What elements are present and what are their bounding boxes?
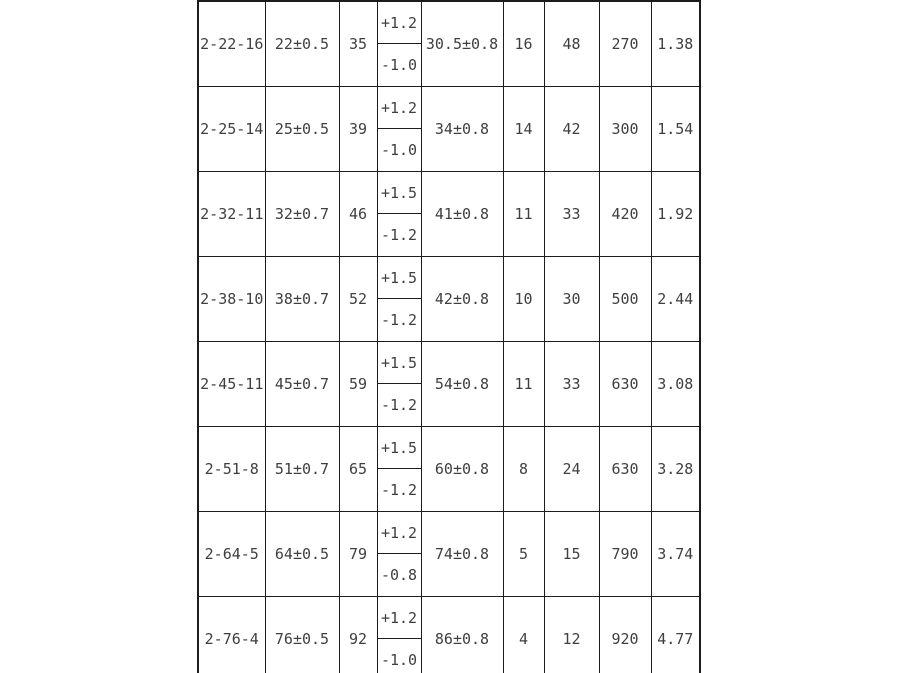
cell-n1: 5 <box>503 512 544 597</box>
deviation-upper: +1.2 <box>378 512 421 554</box>
cell-deviation <box>377 342 421 427</box>
cell-size: 79 <box>339 512 377 597</box>
cell-n2: 24 <box>544 427 599 512</box>
cell-mid-dim: 30.5±0.8 <box>421 1 503 87</box>
cell-designation: 2-45-11 <box>198 342 265 427</box>
cell-n1: 14 <box>503 87 544 172</box>
cell-designation: 2-51-8 <box>198 427 265 512</box>
cell-mid-dim: 74±0.8 <box>421 512 503 597</box>
cell-designation: 2-38-10 <box>198 257 265 342</box>
cell-n1: 11 <box>503 172 544 257</box>
deviation-lower: -1.2 <box>380 396 418 414</box>
cell-n1: 8 <box>503 427 544 512</box>
cell-size: 35 <box>339 1 377 87</box>
cell-n2: 48 <box>544 1 599 87</box>
deviation-upper: +1.2 <box>378 597 421 639</box>
cell-n3: 500 <box>599 257 651 342</box>
spec-table <box>197 0 701 673</box>
cell-n3: 300 <box>599 87 651 172</box>
cell-dim-tolerance: 22±0.5 <box>265 1 339 87</box>
cell-designation: 2-64-5 <box>198 512 265 597</box>
cell-dim-tolerance: 64±0.5 <box>265 512 339 597</box>
cell-deviation <box>377 87 421 172</box>
table-row <box>198 1 700 87</box>
cell-mass: 1.92 <box>651 172 700 257</box>
cell-size: 92 <box>339 597 377 673</box>
table-row <box>198 342 700 427</box>
cell-deviation <box>377 1 421 87</box>
cell-mid-dim: 54±0.8 <box>421 342 503 427</box>
cell-dim-tolerance: 76±0.5 <box>265 597 339 673</box>
cell-dim-tolerance: 25±0.5 <box>265 87 339 172</box>
cell-designation: 2-22-16 <box>198 1 265 87</box>
cell-mass: 3.28 <box>651 427 700 512</box>
cell-deviation <box>377 172 421 257</box>
deviation-lower: -1.0 <box>380 141 418 159</box>
cell-mass: 1.38 <box>651 1 700 87</box>
cell-mid-dim: 60±0.8 <box>421 427 503 512</box>
cell-deviation <box>377 257 421 342</box>
deviation-lower: -1.0 <box>380 651 418 669</box>
cell-mid-dim: 41±0.8 <box>421 172 503 257</box>
cell-mid-dim: 34±0.8 <box>421 87 503 172</box>
table-row <box>198 172 700 257</box>
deviation-upper: +1.5 <box>378 427 421 469</box>
cell-mass: 1.54 <box>651 87 700 172</box>
cell-n1: 11 <box>503 342 544 427</box>
cell-n2: 15 <box>544 512 599 597</box>
table-row <box>198 87 700 172</box>
cell-n3: 790 <box>599 512 651 597</box>
cell-mass: 3.74 <box>651 512 700 597</box>
table-row <box>198 512 700 597</box>
cell-deviation <box>377 512 421 597</box>
cell-dim-tolerance: 38±0.7 <box>265 257 339 342</box>
cell-dim-tolerance: 45±0.7 <box>265 342 339 427</box>
cell-dim-tolerance: 51±0.7 <box>265 427 339 512</box>
deviation-upper: +1.5 <box>378 172 421 214</box>
cell-designation: 2-25-14 <box>198 87 265 172</box>
cell-n3: 920 <box>599 597 651 673</box>
cell-designation: 2-76-4 <box>198 597 265 673</box>
deviation-upper: +1.5 <box>378 342 421 384</box>
cell-n1: 10 <box>503 257 544 342</box>
cell-mass: 2.44 <box>651 257 700 342</box>
cell-deviation <box>377 427 421 512</box>
cell-n3: 630 <box>599 427 651 512</box>
table-row <box>198 597 700 673</box>
cell-designation: 2-32-11 <box>198 172 265 257</box>
cell-mid-dim: 42±0.8 <box>421 257 503 342</box>
cell-n2: 30 <box>544 257 599 342</box>
cell-dim-tolerance: 32±0.7 <box>265 172 339 257</box>
cell-n2: 12 <box>544 597 599 673</box>
cell-size: 52 <box>339 257 377 342</box>
cell-n3: 270 <box>599 1 651 87</box>
cell-n2: 42 <box>544 87 599 172</box>
cell-size: 46 <box>339 172 377 257</box>
deviation-lower: -0.8 <box>380 566 418 584</box>
cell-deviation <box>377 597 421 673</box>
deviation-upper: +1.2 <box>378 87 421 129</box>
cell-mass: 4.77 <box>651 597 700 673</box>
cell-n3: 630 <box>599 342 651 427</box>
cell-n2: 33 <box>544 342 599 427</box>
deviation-lower: -1.2 <box>380 481 418 499</box>
cell-n1: 16 <box>503 1 544 87</box>
cell-n3: 420 <box>599 172 651 257</box>
cell-size: 59 <box>339 342 377 427</box>
deviation-lower: -1.0 <box>380 56 418 74</box>
cell-n2: 33 <box>544 172 599 257</box>
cell-size: 65 <box>339 427 377 512</box>
cell-size: 39 <box>339 87 377 172</box>
cell-mass: 3.08 <box>651 342 700 427</box>
deviation-upper: +1.5 <box>378 257 421 299</box>
deviation-lower: -1.2 <box>380 311 418 329</box>
table-row <box>198 257 700 342</box>
cell-n1: 4 <box>503 597 544 673</box>
cell-mid-dim: 86±0.8 <box>421 597 503 673</box>
deviation-lower: -1.2 <box>380 226 418 244</box>
deviation-upper: +1.2 <box>378 2 421 44</box>
table-row <box>198 427 700 512</box>
